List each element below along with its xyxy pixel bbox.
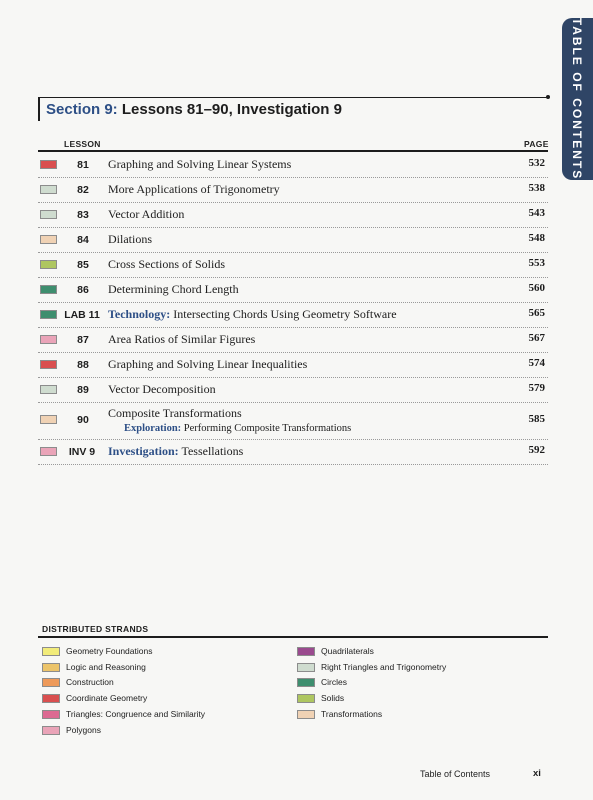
lesson-title-text: Area Ratios of Similar Figures [108, 332, 256, 346]
subtitle-prefix: Exploration: [124, 423, 182, 434]
strand-label: Transformations [321, 708, 383, 719]
lesson-row[interactable] [38, 302, 548, 328]
lesson-row[interactable] [38, 277, 548, 303]
lesson-title-text: Intersecting Chords Using Geometry Software [173, 307, 397, 321]
strand-color-swatch [297, 710, 315, 719]
lesson-title[interactable] [108, 406, 242, 421]
strand-legend-item [42, 677, 282, 689]
lesson-number: 85 [77, 259, 89, 271]
lesson-number: 89 [77, 384, 89, 396]
strand-color-swatch [297, 678, 315, 687]
strand-legend-item [297, 646, 537, 658]
lesson-title[interactable] [108, 444, 243, 459]
section-label: Section 9: [46, 101, 118, 118]
lesson-row[interactable] [38, 177, 548, 203]
subtitle-text: Performing Composite Transformations [183, 423, 352, 434]
side-tab-label: TABLE OF CONTENTS [570, 17, 584, 181]
strand-legend-item [42, 662, 282, 674]
strand-color-swatch [40, 415, 57, 424]
strand-color-swatch [40, 160, 57, 169]
lesson-title-text: Cross Sections of Solids [108, 257, 226, 271]
lesson-title[interactable] [108, 332, 255, 347]
strand-label: Polygons [66, 724, 101, 735]
lesson-row[interactable] [38, 439, 548, 465]
section-left-bar [38, 97, 40, 121]
lesson-title[interactable] [108, 257, 225, 272]
lesson-number: 86 [77, 284, 89, 296]
section-heading [46, 101, 342, 118]
strand-legend-item [42, 646, 282, 658]
strand-legend-item [297, 709, 537, 721]
strand-color-swatch [40, 447, 57, 456]
strand-color-swatch [40, 235, 57, 244]
table-of-contents-tab[interactable] [562, 18, 593, 180]
strand-legend-item [297, 693, 537, 705]
lesson-title-text: Vector Decomposition [108, 382, 216, 396]
lesson-title[interactable] [108, 232, 152, 247]
lesson-title-text: Graphing and Solving Linear Inequalities [108, 357, 308, 371]
lesson-type-prefix: Technology: [108, 307, 171, 321]
strand-label: Circles [321, 677, 347, 688]
strand-legend-item [42, 709, 282, 721]
lesson-title-text: Determining Chord Length [108, 282, 239, 296]
lesson-number: 81 [77, 159, 89, 171]
page-column-header: PAGE [524, 139, 549, 149]
strand-label: Logic and Reasoning [66, 661, 146, 672]
lesson-page-number: 532 [528, 157, 545, 169]
strand-color-swatch [40, 185, 57, 194]
strand-label: Quadrilaterals [321, 646, 374, 656]
lesson-number: INV 9 [68, 446, 96, 458]
strand-color-swatch [297, 694, 315, 703]
strand-label: Coordinate Geometry [66, 693, 148, 704]
strand-color-swatch [40, 360, 57, 369]
lesson-row[interactable] [38, 327, 548, 353]
lesson-page-number: 592 [528, 444, 545, 456]
strand-color-swatch [42, 694, 60, 703]
section-range: Lessons 81–90, Investigation 9 [121, 101, 342, 118]
lesson-page-number: 553 [528, 257, 545, 269]
lesson-title-text: More Applications of Trigonometry [108, 182, 280, 196]
lesson-number: 83 [77, 209, 89, 221]
lesson-row[interactable] [38, 402, 548, 440]
strand-color-swatch [42, 726, 60, 735]
lesson-page-number: 543 [528, 207, 545, 219]
lesson-subtitle[interactable] [124, 423, 351, 434]
strand-color-swatch [42, 663, 60, 672]
lesson-number: 88 [77, 359, 89, 371]
strand-color-swatch [40, 335, 57, 344]
lesson-row[interactable] [38, 352, 548, 378]
strand-color-swatch [40, 310, 57, 319]
strand-color-swatch [40, 260, 57, 269]
lesson-row[interactable] [38, 227, 548, 253]
strand-color-swatch [42, 710, 60, 719]
strand-color-swatch [40, 385, 57, 394]
strand-color-swatch [42, 647, 60, 656]
strand-label: Triangles: Congruence and Similarity [66, 708, 206, 719]
strand-label: Construction [66, 677, 114, 688]
strand-legend-item [42, 725, 282, 737]
lesson-column-header: LESSON [64, 139, 101, 149]
lesson-title[interactable] [108, 307, 397, 322]
lesson-title[interactable] [108, 282, 239, 297]
strand-color-swatch [42, 678, 60, 687]
footer-label: Table of Contents [420, 769, 491, 779]
lesson-title[interactable] [108, 357, 307, 372]
lesson-row[interactable] [38, 152, 548, 178]
footer-page-number: xi [533, 768, 541, 779]
lesson-row[interactable] [38, 202, 548, 228]
lesson-page-number: 585 [528, 413, 545, 425]
section-rule-dot [546, 95, 550, 99]
strand-label: Solids [321, 693, 345, 704]
lesson-number: 87 [77, 334, 89, 346]
strand-color-swatch [297, 647, 315, 656]
lesson-row[interactable] [38, 377, 548, 403]
strands-rule [38, 636, 548, 638]
lesson-number: 82 [77, 184, 89, 196]
lesson-number: LAB 11 [64, 309, 100, 321]
lesson-title[interactable] [108, 207, 184, 222]
lesson-page-number: 538 [528, 182, 545, 194]
lesson-page-number: 567 [528, 332, 545, 344]
lesson-page-number: 565 [528, 307, 545, 319]
strand-legend-item [297, 677, 537, 689]
strand-legend-item [297, 662, 537, 674]
lesson-page-number: 548 [528, 232, 545, 244]
lesson-number: 90 [77, 414, 89, 426]
lesson-title-text: Composite Transformations [108, 406, 242, 420]
lesson-title-text: Dilations [108, 232, 152, 246]
lesson-title-text: Graphing and Solving Linear Systems [108, 157, 292, 171]
lesson-type-prefix: Investigation: [108, 444, 179, 458]
strand-label: Geometry Foundations [66, 646, 153, 656]
strand-color-swatch [40, 285, 57, 294]
strands-title: DISTRIBUTED STRANDS [42, 624, 149, 634]
lesson-page-number: 560 [528, 282, 545, 294]
lesson-page-number: 579 [528, 382, 545, 394]
lesson-number: 84 [77, 234, 89, 246]
strand-color-swatch [297, 663, 315, 672]
strand-legend-item [42, 693, 282, 705]
lesson-row[interactable] [38, 252, 548, 278]
lesson-page-number: 574 [528, 357, 545, 369]
lesson-title[interactable] [108, 157, 291, 172]
lesson-title-text: Tessellations [181, 444, 244, 458]
lesson-title-text: Vector Addition [108, 207, 185, 221]
strand-label: Right Triangles and Trigonometry [321, 661, 447, 672]
section-top-rule [38, 97, 548, 98]
strand-color-swatch [40, 210, 57, 219]
lesson-title[interactable] [108, 182, 280, 197]
lesson-title[interactable] [108, 382, 216, 397]
